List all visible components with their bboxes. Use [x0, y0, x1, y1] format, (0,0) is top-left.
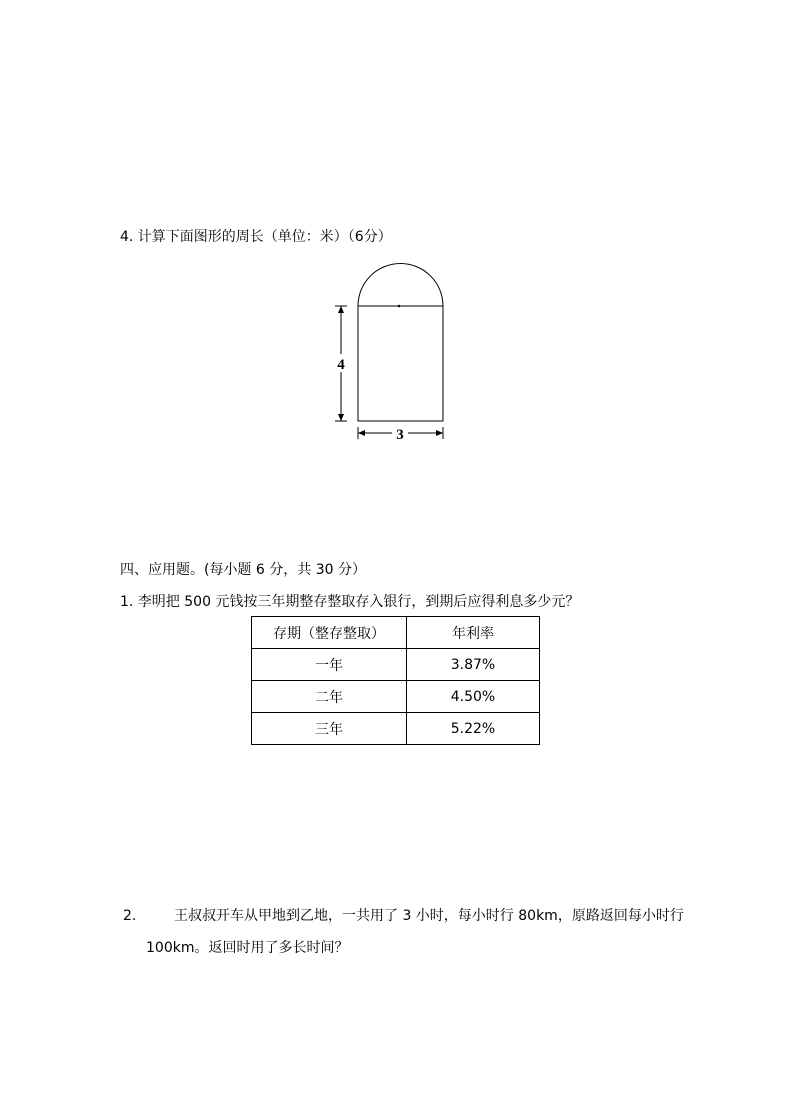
arrow-left-icon	[358, 430, 365, 436]
table-row	[252, 681, 540, 713]
table-cell: 3.87%	[407, 649, 540, 681]
perimeter-figure	[320, 250, 460, 450]
arrow-down-icon	[338, 414, 344, 421]
semicircle-arc	[358, 264, 443, 307]
table-header-cell: 年利率	[407, 617, 540, 649]
rectangle-shape	[358, 306, 443, 421]
table-cell: 三年	[252, 713, 407, 745]
section-4-heading: 四、应用题。(每小题 6 分，共 30 分）	[120, 562, 366, 578]
problem-2-number: 2.	[123, 908, 137, 924]
width-label: 3	[396, 427, 404, 443]
center-dot	[398, 305, 401, 308]
arrow-up-icon	[338, 306, 344, 313]
table-row	[252, 713, 540, 745]
problem-1-text: 1. 李明把 500 元钱按三年期整存整取存入银行，到期后应得利息多少元？	[120, 594, 580, 610]
question-4-title: 4. 计算下面图形的周长（单位：米）（6分）	[120, 229, 392, 245]
table-row	[252, 649, 540, 681]
height-label: 4	[337, 357, 345, 373]
table-cell: 二年	[252, 681, 407, 713]
table-header-row	[252, 617, 540, 649]
interest-rate-table	[251, 616, 540, 745]
table-cell: 5.22%	[407, 713, 540, 745]
table-cell: 4.50%	[407, 681, 540, 713]
problem-2-text-line-2: 100km。返回时用了多长时间？	[146, 940, 349, 956]
table-cell: 一年	[252, 649, 407, 681]
problem-2-text-line-1: 王叔叔开车从甲地到乙地，一共用了 3 小时，每小时行 80km，原路返回每小时行	[174, 908, 684, 924]
arrow-right-icon	[436, 430, 443, 436]
table-header-cell: 存期（整存整取）	[252, 617, 407, 649]
